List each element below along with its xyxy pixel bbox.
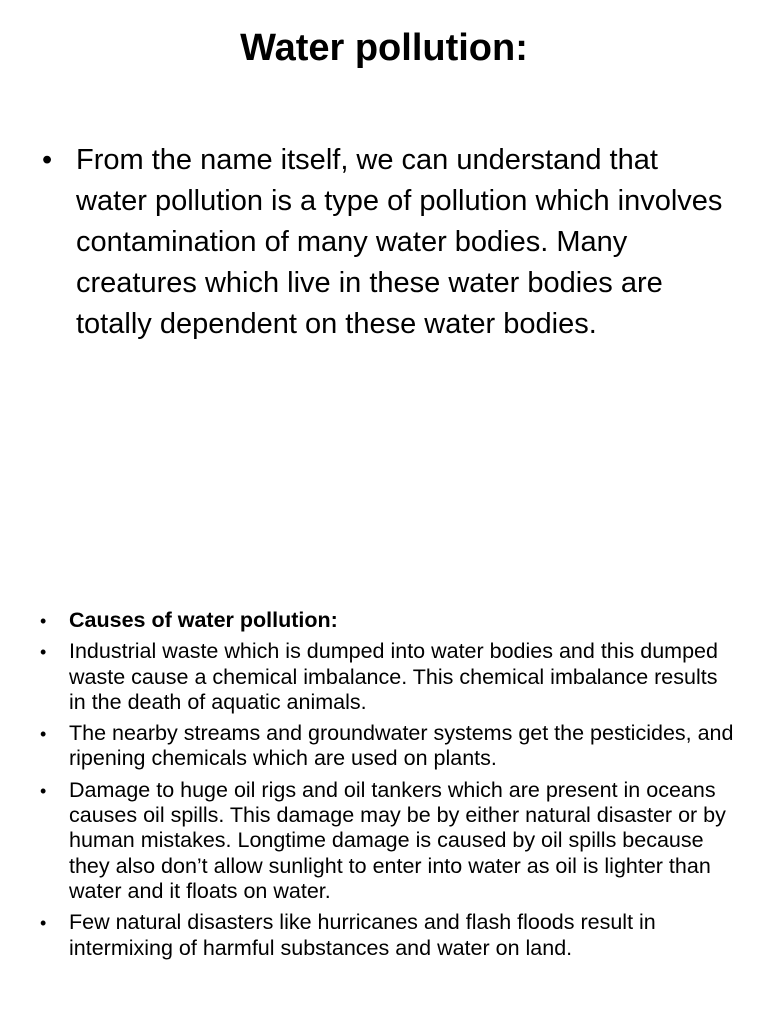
cause-item-oil-spills: [40, 778, 740, 904]
intro-text: From the name itself, we can understand that water pollution is a type of pollution which involves contamination of many water bodies. Many creatures which live in these water bodies are totally dependent on these water bodies.: [76, 144, 723, 340]
causes-heading-item: [40, 608, 740, 633]
cause-item-industrial-waste: [40, 639, 740, 715]
cause-text: Industrial waste which is dumped into water bodies and this dumped waste cause a chemical imbalance. This chemical imbalance results in the death of aquatic animals.: [69, 639, 718, 714]
bullet-icon: •: [40, 611, 47, 631]
intro-list: [42, 140, 732, 345]
cause-text: The nearby streams and groundwater systems get the pesticides, and ripening chemicals which are used on plants.: [69, 721, 734, 771]
cause-text: Damage to huge oil rigs and oil tankers which are present in oceans causes oil spills. This damage may be by either natural disaster or by human mistakes. Longtime damage is caused by oil spills because they also don’t allow sunlight to enter into water as oil is lighter than water and it floats on water.: [69, 777, 726, 903]
page-title: Water pollution:: [240, 27, 528, 69]
cause-item-pesticides: [40, 721, 740, 772]
bullet-icon: •: [40, 724, 47, 745]
causes-heading: Causes of water pollution:: [69, 608, 338, 632]
bullet-icon: •: [42, 144, 53, 176]
intro-paragraph: [42, 140, 732, 345]
bullet-icon: •: [40, 913, 47, 934]
causes-list: [40, 608, 740, 967]
cause-item-natural-disasters: [40, 910, 740, 961]
bullet-icon: •: [40, 642, 47, 663]
bullet-icon: •: [40, 780, 47, 801]
cause-text: Few natural disasters like hurricanes and flash floods result in intermixing of harmful substances and water on land.: [69, 910, 656, 960]
